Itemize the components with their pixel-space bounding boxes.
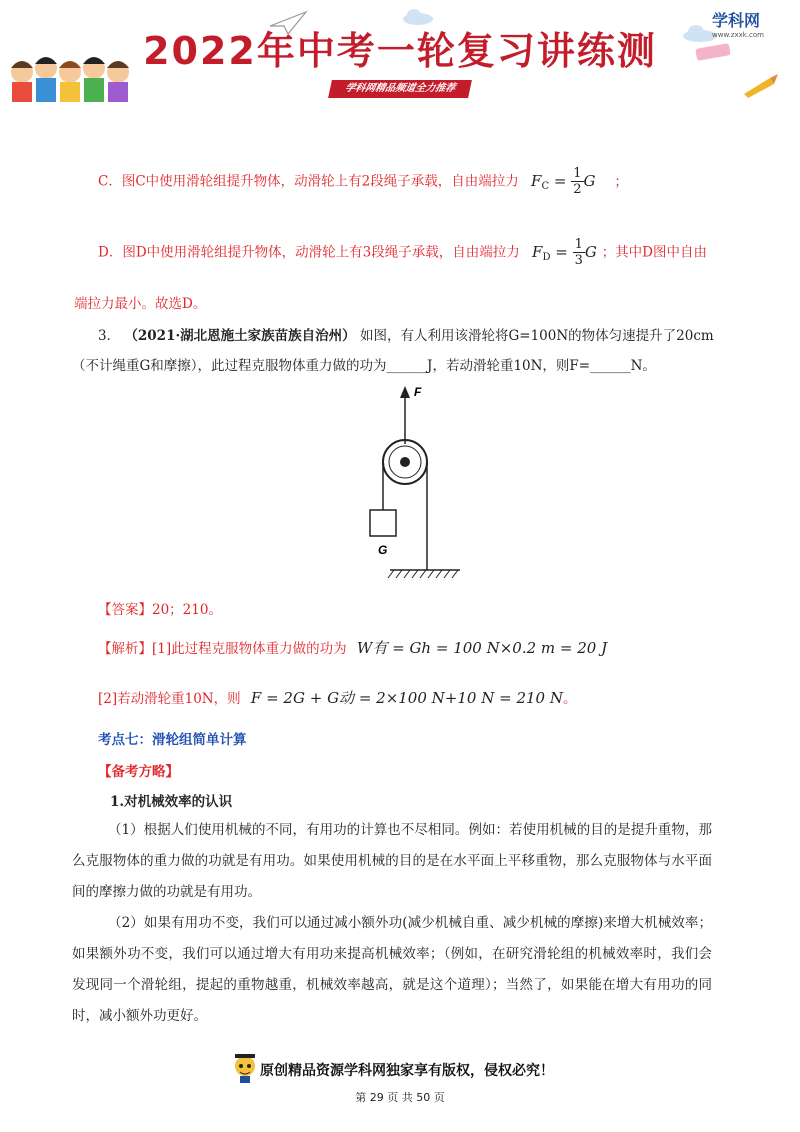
analysis-line-2 [98, 688, 576, 709]
option-d [98, 237, 707, 268]
option-d-text: D．图D中使用滑轮组提升物体，动滑轮上有3段绳子承载，自由端拉力 [98, 244, 520, 261]
option-c-text: C．图C中使用滑轮组提升物体，动滑轮上有2段绳子承载，自由端拉力 [98, 173, 519, 190]
brand-logo[interactable] [712, 8, 764, 39]
page-number: 第 29 页 共 50 页 [355, 1091, 445, 1104]
fraction-numerator: 1 [574, 237, 583, 252]
analysis-formula-2: F = 2G + G动 = 2×100 N+10 N = 210 N [250, 689, 563, 707]
formula-symbol: F [531, 171, 542, 190]
formula-subscript: D [542, 251, 551, 263]
pulley-diagram [360, 382, 470, 582]
ground-hatching [388, 570, 458, 578]
brand-name: 学科网 [712, 11, 761, 30]
option-d-formula [532, 237, 602, 268]
children-illustration [6, 50, 136, 108]
analysis-formula-1: W有 = Gh = 100 N×0.2 m = 20 J [356, 639, 608, 657]
option-d-tail: ；其中D图中自由 [601, 244, 708, 261]
formula-symbol: F [532, 242, 543, 261]
footer-copyright: 原创精品资源学科网独家享有版权，侵权必究！ [260, 1063, 554, 1079]
answer-value: 20；210。 [152, 602, 222, 618]
weight-block [370, 510, 396, 536]
mascot-icon [232, 1052, 258, 1084]
section-heading: 考点七：滑轮组简单计算 [98, 732, 247, 748]
formula-variable: G [583, 171, 596, 190]
banner-subtitle: 学科网精品频道全力推荐 [328, 80, 472, 98]
paragraph-1: （1）根据人们使用机械的不同，有用功的计算也不尽相同。例如：若使用机械的目的是提升重物，那么克服物体的重力做的功就是有用功。如果使用机械的目的是在水平面上平移重物，那么克服物体与水平面间的摩擦力做的功就是有用功。 [72, 822, 712, 900]
question-3 [98, 326, 714, 346]
analysis-line-2-tail: 。 [562, 691, 577, 707]
option-c-formula [531, 166, 600, 197]
brand-url: www.zxxk.com [712, 31, 764, 39]
analysis-line-1 [98, 638, 607, 659]
analysis-tag: 【解析】 [98, 641, 152, 657]
question-number: 3． [98, 328, 121, 344]
pencil-icon [740, 70, 780, 100]
option-c-tail: ； [614, 173, 628, 190]
page-header [0, 0, 800, 112]
formula-equals: = [553, 171, 567, 190]
fraction-denominator: 2 [573, 182, 582, 197]
pulley-axle [400, 457, 410, 467]
eraser-icon [690, 40, 740, 64]
subheading: 1.对机械效率的认识 [110, 794, 233, 810]
formula-variable: G [584, 242, 597, 261]
answer-tag: 【答案】 [98, 602, 152, 618]
formula-subscript: C [541, 180, 550, 192]
formula-equals: = [555, 242, 568, 261]
weight-label: G [378, 543, 388, 557]
force-label: F [414, 385, 422, 399]
force-arrow-head [400, 386, 410, 398]
strategy-tag: 【备考方略】 [98, 764, 179, 780]
formula-fraction [573, 237, 585, 268]
question-source: （2021·湖北恩施土家族苗族自治州） [124, 328, 356, 344]
option-d-continuation: 端拉力最小。故选D。 [74, 296, 207, 312]
question-line-2: （不计绳重G和摩擦），此过程克服物体重力做的功为______J，若动滑轮重10N，则F=______N。 [72, 358, 656, 374]
answer-line [98, 600, 222, 620]
banner-title: 2022年中考一轮复习讲练测 [143, 29, 657, 73]
formula-fraction [571, 166, 583, 197]
option-c [98, 166, 628, 197]
paragraph-2: （2）如果有用功不变，我们可以通过减小额外功(减少机械自重、减少机械的摩擦)来增大机械效率；如果额外功不变，我们可以通过增大有用功来提高机械效率；（例如，在研究滑轮组的机械效率时，我们会发现同一个滑轮组，提起的重物越重，机械效率越高，就是这个道理）；当然了，如果能在增大有用功的同时，减小额外功更好。 [72, 915, 712, 1024]
question-line-1: 如图，有人利用该滑轮将G=100N的物体匀速提升了20cm [359, 328, 714, 344]
analysis-line-1-text: [1]此过程克服物体重力做的功为 [152, 641, 347, 657]
analysis-line-2-text: [2]若动滑轮重10N，则 [98, 691, 241, 707]
fraction-numerator: 1 [573, 166, 582, 181]
fraction-denominator: 3 [574, 253, 583, 268]
